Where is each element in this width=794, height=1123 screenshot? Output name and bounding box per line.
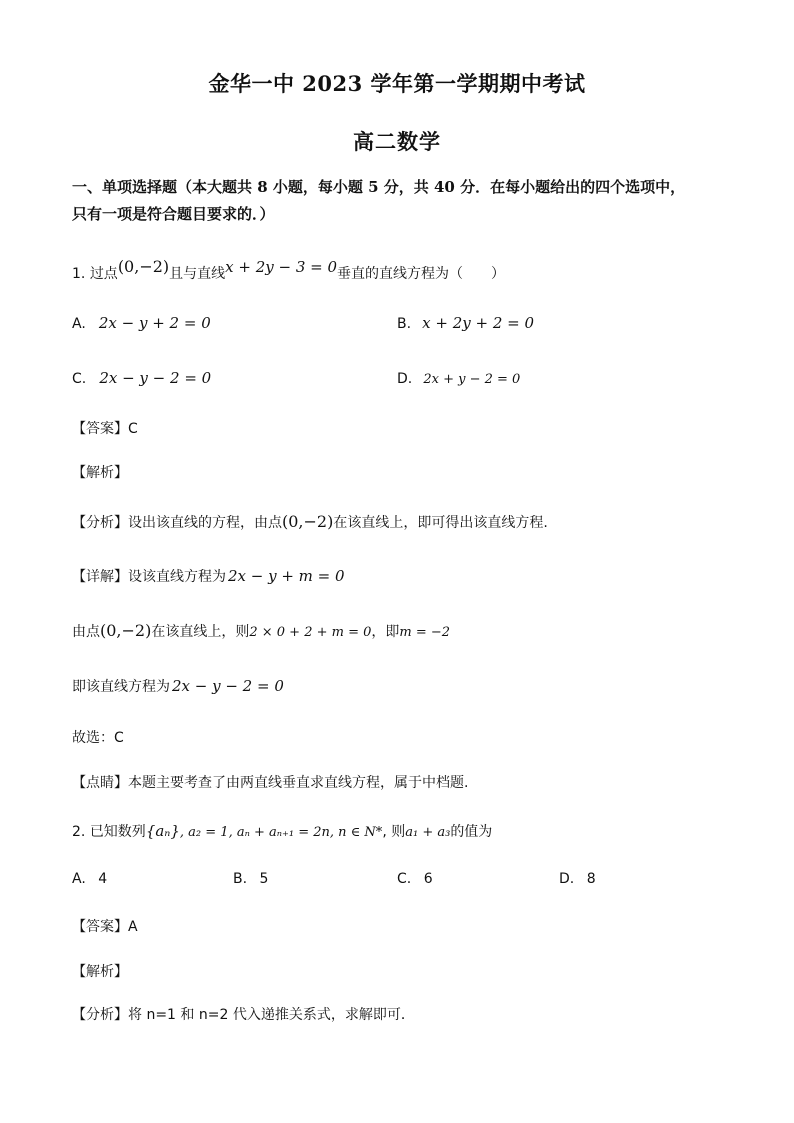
detail-step-3 (72, 676, 284, 696)
math-point: (0,−2) (282, 512, 334, 531)
detail-step-2 (72, 621, 450, 641)
analysis-fenxi (72, 1004, 415, 1024)
answer-value: A (128, 919, 138, 935)
option-c (397, 871, 433, 887)
option-label: C. (72, 371, 87, 387)
question-1 (72, 257, 506, 283)
fenxi-tag: 【分析】 (72, 1007, 128, 1023)
option-label: D. (559, 871, 575, 887)
math-sequence: {aₙ} (145, 822, 180, 840)
comment-tag: 【点睛】 (72, 775, 128, 791)
question-text: 已知数列 (89, 824, 146, 840)
math-equation: 2x − y + m = 0 (228, 567, 345, 585)
section-heading (72, 174, 732, 228)
option-label: B. (233, 871, 248, 887)
fenxi-text: 在该直线上，即可得出该直线方程. (333, 515, 548, 531)
question-text: 过点 (89, 266, 118, 282)
analysis-tag: 【解析】 (72, 465, 128, 481)
answer-2 (72, 916, 138, 936)
question-text: 且与直线 (169, 266, 226, 282)
detail-text: 即该直线方程为 (72, 679, 170, 695)
detail-text: ，即 (371, 624, 400, 640)
answer-tag: 【答案】 (72, 421, 128, 437)
fenxi-tag: 【分析】 (72, 515, 128, 531)
question-number: 1. (72, 266, 86, 282)
option-text: 5 (259, 871, 269, 887)
math-point: (0,−2) (117, 257, 170, 276)
option-label: C. (397, 871, 412, 887)
answer-value: C (128, 421, 138, 437)
analysis-fenxi (72, 512, 548, 532)
option-label: A. (72, 316, 86, 332)
answer-1 (72, 418, 138, 438)
question-text: 垂直的直线方程为（ ） (337, 266, 506, 282)
option-label: D. (397, 371, 413, 387)
option-text: 2x − y − 2 = 0 (99, 369, 212, 387)
fenxi-text: 将 n=1 和 n=2 代入递推关系式，求解即可． (128, 1007, 415, 1023)
option-text: 2x + y − 2 = 0 (423, 372, 521, 387)
question-number: 2. (72, 824, 86, 840)
math-equation: 2x − y − 2 = 0 (172, 677, 284, 695)
option-d (559, 871, 596, 887)
detail-text: 在该直线上，则 (151, 624, 250, 640)
detail-tag: 【详解】 (72, 569, 128, 585)
option-label: B. (397, 316, 412, 332)
question-text: , 则 (382, 824, 406, 840)
option-text: 4 (98, 871, 108, 887)
question-text: 的值为 (450, 824, 493, 840)
detail-text: 设该直线方程为 (128, 569, 226, 585)
option-a (72, 871, 107, 887)
detail-text: 由点 (72, 624, 100, 640)
analysis-tag: 【解析】 (72, 964, 128, 980)
math-expression: a₁ + a₃ (405, 825, 451, 840)
comment-text: 本题主要考查了由两直线垂直求直线方程，属于中档题. (128, 775, 469, 791)
option-text: 6 (423, 871, 433, 887)
math-equation: 2 × 0 + 2 + m = 0 (249, 625, 372, 640)
page-title: 金华一中 2023 学年第一学期期中考试 (208, 71, 586, 96)
comment-1 (72, 772, 468, 792)
option-c (72, 368, 211, 387)
detail-1 (72, 566, 345, 586)
math-point: (0,−2) (100, 621, 152, 640)
answer-tag: 【答案】 (72, 919, 128, 935)
section-heading-line-2: 只有一项是符合题目要求的．） (72, 205, 275, 223)
option-label: A. (72, 871, 86, 887)
option-b (233, 871, 268, 887)
option-a (72, 313, 211, 332)
option-b (397, 313, 534, 332)
math-condition: , a₂ = 1, aₙ + aₙ₊₁ = 2n, n ∈ N* (179, 825, 383, 840)
fenxi-text: 设出该直线的方程，由点 (128, 515, 282, 531)
math-result: m = −2 (399, 625, 451, 640)
choice-text: 故选：C (72, 730, 124, 746)
section-heading-line-1: 一、单项选择题（本大题共 8 小题，每小题 5 分，共 40 分．在每小题给出的四个选项中， (72, 178, 686, 196)
question-2 (72, 821, 492, 841)
option-text: 8 (586, 871, 596, 887)
math-line-equation: x + 2y − 3 = 0 (225, 258, 338, 276)
option-text: 2x − y + 2 = 0 (98, 314, 211, 332)
option-d (397, 368, 520, 387)
page-subtitle: 高二数学 (353, 129, 441, 154)
option-text: x + 2y + 2 = 0 (422, 314, 535, 332)
